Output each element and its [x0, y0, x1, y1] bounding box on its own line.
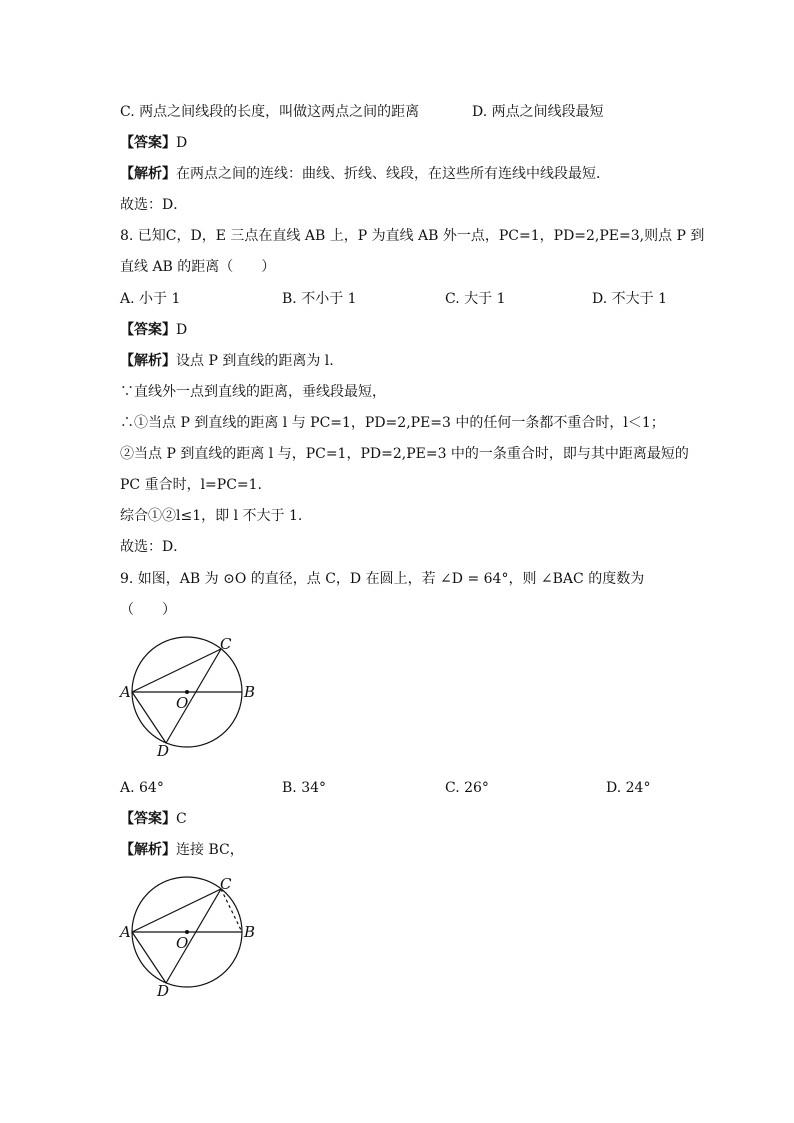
chord-cd: [166, 889, 221, 983]
answer-tag: 【答案】: [120, 811, 176, 827]
answer-value: D: [176, 135, 188, 151]
q7-analysis: [120, 164, 610, 184]
q8-answer: [120, 320, 187, 340]
label-c: C: [220, 635, 232, 653]
q8-option-c: C. 大于 1: [445, 291, 506, 307]
q9-answer: [120, 809, 187, 829]
label-d: D: [157, 982, 170, 1000]
label-b: B: [244, 923, 256, 941]
chord-ad: [132, 932, 166, 983]
q8-option-a: A. 小于 1: [120, 291, 181, 307]
q9-option-d: D. 24°: [606, 780, 651, 796]
answer-tag: 【答案】: [120, 322, 176, 338]
analysis-text: 在两点之间的连线：曲线、折线、线段，在这些所有连线中线段最短．: [176, 166, 610, 182]
q8-stem-line2: 直线 AB 的距离（ ）: [120, 259, 276, 275]
q9-analysis: [120, 840, 244, 860]
q9-option-a: A. 64°: [120, 780, 164, 796]
chord-ad: [132, 692, 166, 743]
chord-cd: [166, 649, 221, 743]
label-o: O: [176, 694, 189, 712]
q8-analysis-line4: PC 重合时，l=PC=1.: [120, 477, 263, 493]
answer-value: D: [176, 322, 188, 338]
label-o: O: [176, 934, 189, 952]
answer-value: C: [176, 811, 187, 827]
q8-option-b: B. 不小于 1: [282, 291, 357, 307]
q7-option-c: C. 两点之间线段的长度，叫做这两点之间的距离: [120, 104, 420, 120]
q7-answer: [120, 133, 187, 153]
q7-option-d: D. 两点之间线段最短: [472, 104, 604, 120]
q9-option-b: B. 34°: [282, 780, 327, 796]
label-c: C: [220, 875, 232, 893]
analysis-tag: 【解析】: [120, 842, 176, 858]
analysis-tag: 【解析】: [120, 166, 176, 182]
q9-option-c: C. 26°: [445, 780, 489, 796]
q7-conclusion: 故选：D．: [120, 197, 188, 213]
answer-tag: 【答案】: [120, 135, 176, 151]
q8-option-d: D. 不大于 1: [592, 291, 667, 307]
q9-solution-figure: [120, 870, 270, 1000]
analysis-tag: 【解析】: [120, 353, 176, 369]
q8-conclusion: 故选：D．: [120, 539, 188, 555]
label-a: A: [120, 683, 131, 701]
chord-bc-dashed: [221, 889, 242, 932]
label-a: A: [120, 923, 131, 941]
q8-stem-line1: 8. 已知C，D，E 三点在直线 AB 上，P 为直线 AB 外一点，PC=1，PD=2,PE=3,则点 P 到: [120, 228, 705, 244]
label-d: D: [157, 742, 170, 760]
q8-analysis-line5: 综合①②l≤1，即 l 不大于 1.: [120, 508, 303, 524]
label-b: B: [244, 683, 256, 701]
analysis-text: 设点 P 到直线的距离为 l.: [176, 353, 334, 369]
q8-analysis-line2: ∴①当点 P 到直线的距离 l 与 PC=1，PD=2,PE=3 中的任何一条都不重合时，l＜1；: [120, 415, 665, 431]
q9-stem-line1: 9. 如图，AB 为 ⊙O 的直径，点 C，D 在圆上，若 ∠D = 64°，则 ∠BAC 的度数为: [120, 571, 645, 587]
q9-stem-line2: （ ）: [120, 602, 176, 618]
q9-circle-figure: [120, 630, 270, 760]
q8-analysis: [120, 351, 334, 371]
analysis-text: 连接 BC，: [176, 842, 244, 858]
q8-analysis-line1: ∵直线外一点到直线的距离，垂线段最短，: [120, 384, 386, 400]
q8-analysis-line3: ②当点 P 到直线的距离 l 与，PC=1，PD=2,PE=3 中的一条重合时，即与其中距离最短的: [120, 446, 689, 462]
